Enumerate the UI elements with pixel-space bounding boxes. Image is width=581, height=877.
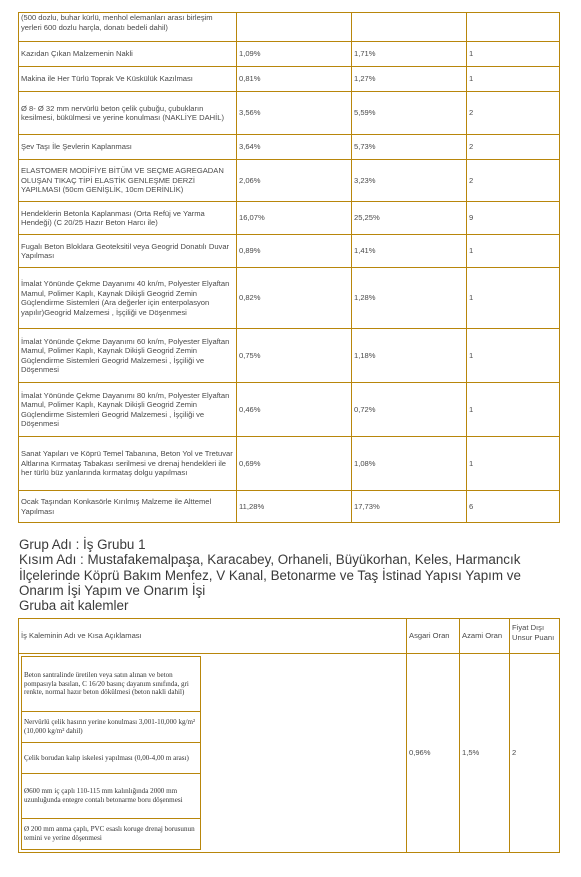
item-max-rate	[352, 13, 467, 42]
header-min-rate: Asgari Oran	[407, 619, 460, 654]
item-max-rate: 1,5%	[460, 654, 510, 853]
table-row	[19, 654, 560, 853]
sub-item-text: Ø 200 mm anma çaplı, PVC esaslı koruge drenaj borusunun temini ve yerine döşenmesi	[22, 819, 201, 850]
item-min-rate: 2,06%	[237, 160, 352, 202]
list-item	[22, 743, 201, 774]
sub-item-text: Beton santralinde üretilen veya satın alınan ve beton pompasıyla basılan, C 16/20 basınç dayanım sınıfında, gri renkte, normal hazır beton dökülmesi (beton nakli dahil)	[22, 657, 201, 712]
table-row	[19, 202, 560, 235]
item-name: İmalat Yönünde Çekme Dayanımı 40 kn/m, Polyester Elyaftan Mamul, Polimer Kaplı, Kaynak Dikişli Geogrid Zemin Güçlendirme Sistemleri (Ara değerler için enterpolasyon yapılır)Geogrid Malzemesi , İşçiliği ve Döşenmesi	[19, 268, 237, 329]
item-min-rate: 0,69%	[237, 437, 352, 491]
item-score: 1	[467, 268, 560, 329]
table-row	[19, 268, 560, 329]
table-row	[19, 13, 560, 42]
item-score: 1	[467, 235, 560, 268]
item-name: Sanat Yapıları ve Köprü Temel Tabanına, Beton Yol ve Tretuvar Altlarına Kırmataş Tabakası serilmesi ve drenaj hendekleri ile her türlü büz yanlarında kırmataş dolgu yapılması	[19, 437, 237, 491]
item-score: 1	[467, 437, 560, 491]
work-items-table-2	[18, 618, 560, 853]
work-items-table-1	[18, 12, 560, 523]
item-min-rate: 0,96%	[407, 654, 460, 853]
item-name: (500 dozlu, buhar kürlü, menhol elemanları arası birleşim yerleri 600 dozlu harçla, donatı bedeli dahil)	[19, 13, 237, 42]
item-max-rate: 17,73%	[352, 491, 467, 523]
item-score: 1	[467, 383, 560, 437]
item-max-rate: 25,25%	[352, 202, 467, 235]
item-max-rate: 1,08%	[352, 437, 467, 491]
group-heading	[19, 537, 579, 613]
item-score: 2	[467, 92, 560, 135]
item-min-rate: 0,81%	[237, 67, 352, 92]
item-max-rate: 0,72%	[352, 383, 467, 437]
item-score: 2	[467, 135, 560, 160]
list-item	[22, 657, 201, 712]
table-row	[19, 92, 560, 135]
section-name-line-3: Onarım İşi Yapım ve Onarım İşi	[19, 582, 206, 598]
table-row	[19, 329, 560, 383]
item-min-rate: 0,75%	[237, 329, 352, 383]
table-row	[19, 67, 560, 92]
item-min-rate: 16,07%	[237, 202, 352, 235]
group-items-title: Gruba ait kalemler	[19, 598, 129, 614]
item-max-rate: 1,28%	[352, 268, 467, 329]
item-name: Ocak Taşından Konkasörle Kırılmış Malzeme ile Alttemel Yapılması	[19, 491, 237, 523]
sub-item-list	[21, 656, 201, 850]
item-name: Şev Taşı İle Şevlerin Kaplanması	[19, 135, 237, 160]
sub-item-text: Çelik borudan kalıp iskelesi yapılması (0,00-4,00 m arası)	[22, 743, 201, 774]
item-list-cell	[19, 654, 407, 853]
table-header-row	[19, 619, 560, 654]
item-score: 2	[510, 654, 560, 853]
header-max-rate: Azami Oran	[460, 619, 510, 654]
item-max-rate: 1,27%	[352, 67, 467, 92]
table-row	[19, 135, 560, 160]
table-row	[19, 383, 560, 437]
sub-item-text: Nervürlü çelik hasırın yerine konulması 3,001-10,000 kg/m² (10,000 kg/m² dahil)	[22, 712, 201, 743]
item-score: 6	[467, 491, 560, 523]
item-name: İmalat Yönünde Çekme Dayanımı 80 kn/m, Polyester Elyaftan Mamul, Polimer Kaplı, Kaynak Dikişli Geogrid Zemin Güçlendirme Sistemleri Geogrid Malzemesi , İşçiliği ve Döşenmesi	[19, 383, 237, 437]
item-max-rate: 1,71%	[352, 42, 467, 67]
item-score: 9	[467, 202, 560, 235]
section-name-line-1: Kısım Adı : Mustafakemalpaşa, Karacabey, Orhaneli, Büyükorhan, Keles, Harmancık	[19, 552, 521, 568]
group-name: Grup Adı : İş Grubu 1	[19, 537, 146, 552]
item-name: Fugalı Beton Bloklara Geoteksitil veya Geogrid Donatılı Duvar Yapılması	[19, 235, 237, 268]
item-name: Makina ile Her Türlü Toprak Ve Küskülük Kazılması	[19, 67, 237, 92]
item-score: 1	[467, 67, 560, 92]
table-row	[19, 437, 560, 491]
item-score: 2	[467, 160, 560, 202]
item-score: 1	[467, 42, 560, 67]
table-row	[19, 491, 560, 523]
item-max-rate: 1,41%	[352, 235, 467, 268]
item-name: İmalat Yönünde Çekme Dayanımı 60 kn/m, Polyester Elyaftan Mamul, Polimer Kaplı, Kaynak Dikişli Geogrid Zemin Güçlendirme Sistemleri Geogrid Malzemesi , İşçiliği ve Döşenmesi	[19, 329, 237, 383]
item-score: 1	[467, 329, 560, 383]
item-max-rate: 5,59%	[352, 92, 467, 135]
sub-item-text: Ø600 mm iç çaplı 110-115 mm kalınlığında 2000 mm uzunluğunda entegre contalı betonarme boru döşenmesi	[22, 774, 201, 819]
item-min-rate: 3,56%	[237, 92, 352, 135]
item-name: Hendeklerin Betonla Kaplanması (Orta Refüj ve Yarma Hendeği) (C 20/25 Hazır Beton Harcı ile)	[19, 202, 237, 235]
list-item	[22, 819, 201, 850]
table-row	[19, 42, 560, 67]
item-name: Kazıdan Çıkan Malzemenin Nakli	[19, 42, 237, 67]
item-name: Ø 8- Ø 32 mm nervürlü beton çelik çubuğu, çubukların kesilmesi, bükülmesi ve yerine konulması (NAKLİYE DAHİL)	[19, 92, 237, 135]
item-min-rate: 3,64%	[237, 135, 352, 160]
item-min-rate: 11,28%	[237, 491, 352, 523]
item-max-rate: 1,18%	[352, 329, 467, 383]
item-max-rate: 3,23%	[352, 160, 467, 202]
item-min-rate: 1,09%	[237, 42, 352, 67]
item-score	[467, 13, 560, 42]
item-max-rate: 5,73%	[352, 135, 467, 160]
item-min-rate: 0,89%	[237, 235, 352, 268]
header-score: Fiyat Dışı Unsur Puanı	[510, 619, 560, 654]
table-row	[19, 160, 560, 202]
section-name-line-2: İlçelerinde Köprü Bakım Menfez, V Kanal, Betonarme ve Taş İstinad Yapısı Yapım ve	[19, 567, 521, 583]
item-name: ELASTOMER MODİFİYE BİTÜM VE SEÇME AGREGADAN OLUŞAN TIKAÇ TİPİ ELASTİK GENLEŞME DERZİ YAPILMASI (50cm GENİŞLİK, 10cm DERİNLİK)	[19, 160, 237, 202]
list-item	[22, 774, 201, 819]
header-item-name: İş Kaleminin Adı ve Kısa Açıklaması	[19, 619, 407, 654]
table-row	[19, 235, 560, 268]
item-min-rate	[237, 13, 352, 42]
item-min-rate: 0,46%	[237, 383, 352, 437]
list-item	[22, 712, 201, 743]
item-min-rate: 0,82%	[237, 268, 352, 329]
